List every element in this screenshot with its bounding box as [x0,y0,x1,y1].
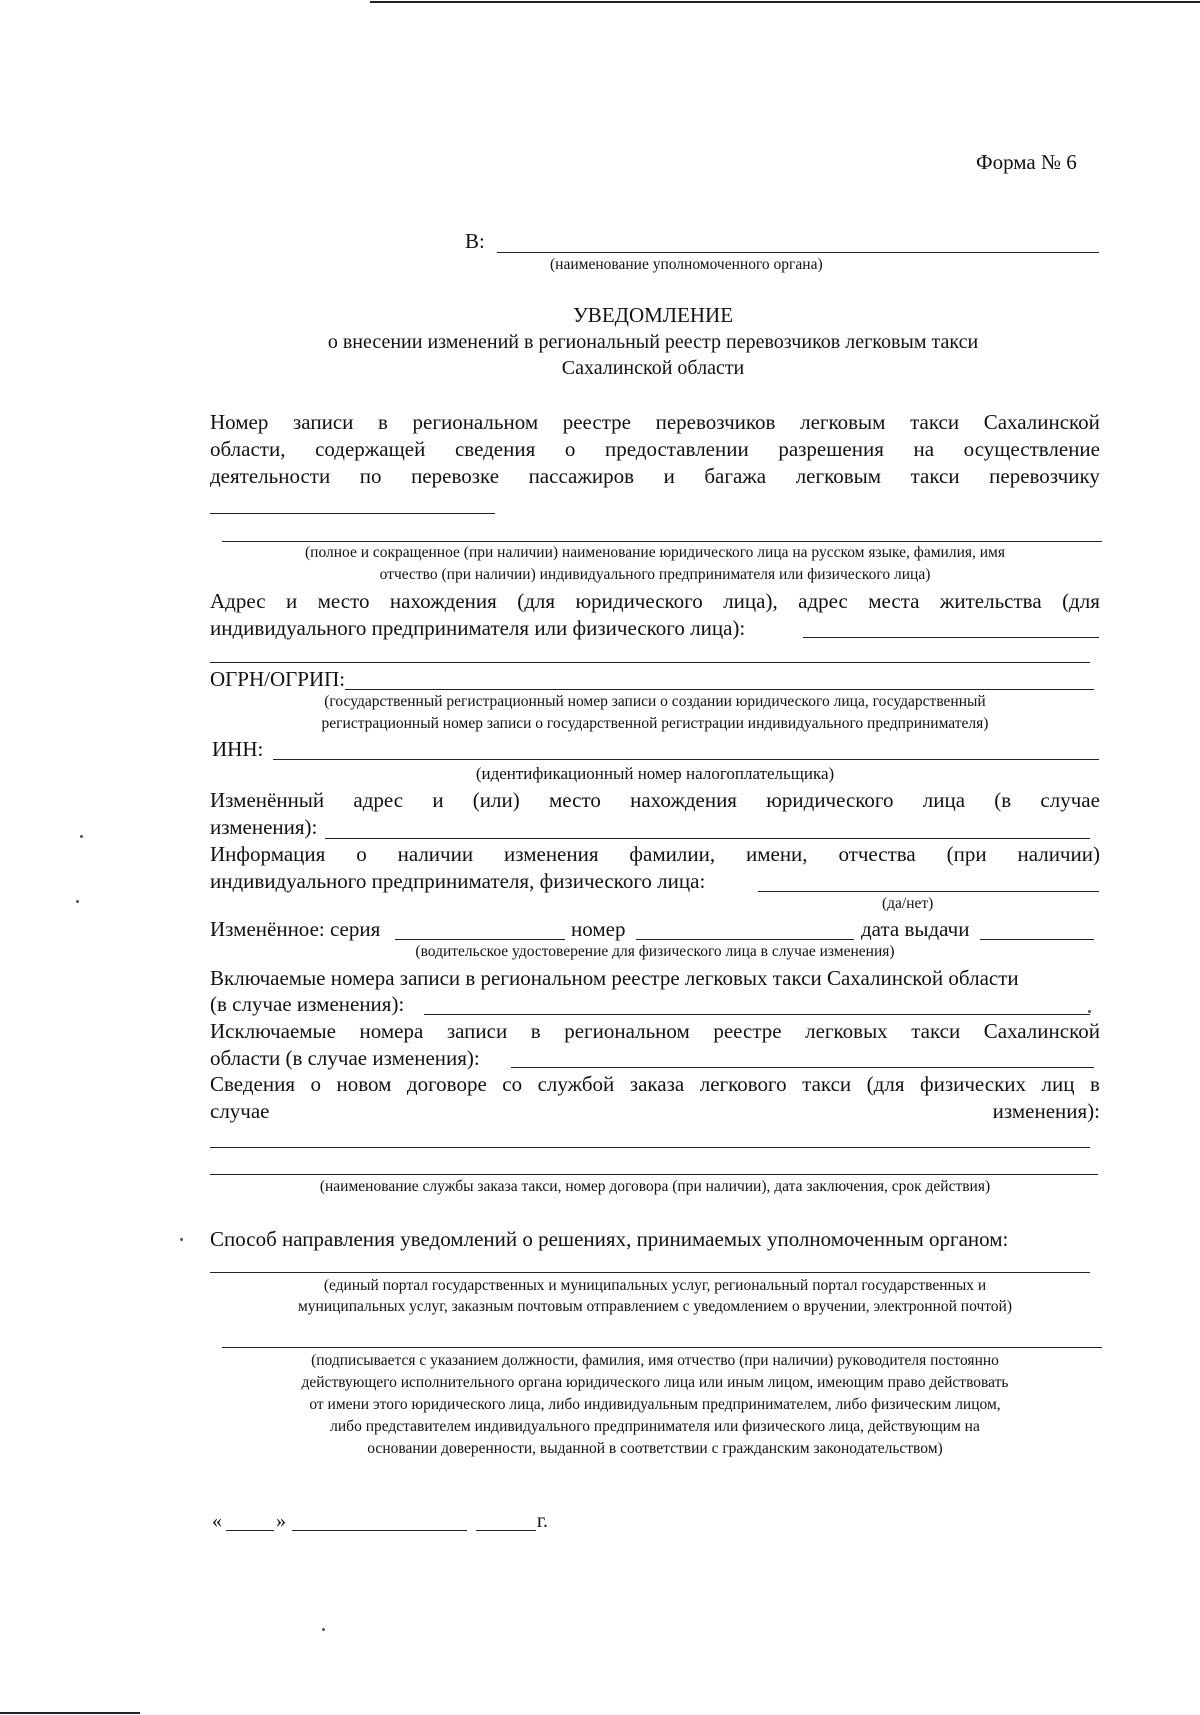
word: юридического [575,589,703,613]
included-line-2: (в случае изменения): [210,992,405,1016]
word: о [564,437,576,461]
notification-method-field[interactable] [210,1272,1090,1273]
notification-caption-2: муниципальных услуг, заказным почтовым отправлением с уведомлением о вручении, электронной почтой) [297,1298,1013,1315]
word: Исключаемые [210,1019,336,1043]
word: Сахалинской [983,410,1100,434]
word: перевозке [411,464,500,488]
registry-line-1 [210,410,1100,435]
word: Сведения [210,1072,295,1096]
date-open-quote: « [212,1510,222,1532]
registry-line-3 [210,464,1100,489]
word: содержащей [315,437,426,461]
word: Изменённый [210,788,325,812]
word: в [377,410,388,434]
word: фамилии, [629,842,716,866]
word: пассажиров [528,464,635,488]
word: адрес [798,589,848,613]
scan-speck [80,835,83,838]
word: (для [866,1072,905,1096]
word: и [663,464,675,488]
signature-caption-2: действующего исполнительного органа юридического лица или иным лицом, имеющим право действовать [301,1374,1009,1391]
contract-line-2 [210,1099,1100,1124]
license-number-field[interactable] [636,939,854,940]
word: разрешения [778,437,884,461]
carrier-name-field[interactable] [222,541,1102,542]
ogrn-caption-2: регистрационный номер записи о государственной регистрации индивидуального предпринимателя) [321,715,989,732]
word: наличии [397,842,474,866]
carrier-name-caption-1: (полное и сокращенное (при наличии) наименование юридического лица на русском языке, фамилия, имя [305,544,1005,561]
changed-address-field[interactable] [325,838,1090,839]
word: о [310,1072,321,1096]
date-year-suffix: г. [537,1510,548,1532]
word: деятельности [210,464,331,488]
contract-line-1 [210,1072,1100,1097]
word: легковым [800,410,886,434]
changed-address-line-2: изменения): [210,815,318,839]
registry-line-2 [210,437,1100,462]
date-year-field[interactable] [476,1530,536,1531]
word: легкового [699,1072,787,1096]
excluded-line-2: области (в случае изменения): [210,1046,480,1070]
ogrn-field[interactable] [345,689,1094,690]
signature-caption-4: либо представителем индивидуального предпринимателя или физического лица, действующим на [330,1418,980,1435]
word: договоре [406,1072,487,1096]
excluded-line-1 [210,1019,1100,1044]
word: отчества [838,842,916,866]
included-field[interactable] [424,1014,1090,1015]
word: легковым [795,464,882,488]
word: и [285,589,298,613]
word: наличии) [1017,842,1100,866]
address-line-2: индивидуального предпринимателя или физического лица): [210,616,746,640]
word: на [913,437,935,461]
notification-caption-1: (единый портал государственных и муниципальных услуг, региональный портал государственных и [323,1277,987,1294]
scan-speck [322,1628,325,1631]
word: адрес [353,788,404,812]
word: службой [537,1072,615,1096]
recipient-caption: (наименование уполномоченного органа) [550,256,823,273]
title-subline-1: о внесении изменений в региональный реестр перевозчиков легковым такси [327,331,979,353]
word: (или) [472,788,520,812]
changed-address-line-1 [210,788,1100,813]
word: номера [359,1019,424,1043]
document-title: УВЕДОМЛЕНИЕ [572,303,734,327]
ogrn-caption-1: (государственный регистрационный номер записи о создании юридического лица, государственный [324,693,986,710]
address-field[interactable] [803,637,1099,638]
word: Сахалинской [983,1019,1100,1043]
word: изменения [503,842,599,866]
word: Информация [210,842,326,866]
address-field-continued[interactable] [210,662,1090,663]
word: Адрес [210,589,266,613]
notification-method-label: Способ направления уведомлений о решениях, принимаемых уполномоченным органом: [210,1227,1009,1251]
license-series-field[interactable] [395,939,565,940]
license-caption: (водительское удостоверение для физического лица в случае изменения) [415,943,895,960]
word: лица), [723,589,778,613]
word: жительства [939,589,1042,613]
name-change-line-2: индивидуального предпринимателя, физического лица: [210,869,706,893]
word: записи [446,1019,508,1043]
scan-speck [76,900,79,903]
word: о [356,842,367,866]
word: региональном [412,410,539,434]
word: такси [910,464,960,488]
word: Номер [210,410,269,434]
word: лиц [1041,1072,1075,1096]
signature-caption-5: основании доверенности, выданной в соответствии с гражданским законодательством) [367,1440,943,1457]
recipient-field[interactable] [497,252,1099,253]
name-change-line-1 [210,842,1100,867]
word: место [548,788,601,812]
word: предоставлении [604,437,749,461]
word: такси [911,1019,961,1043]
word: (для [1062,589,1100,613]
word: записи [293,410,354,434]
date-close-quote: » [276,1510,286,1532]
word: реестре [562,410,631,434]
word: перевозчиков [655,410,776,434]
word: в [1090,1072,1100,1096]
word: со [502,1072,523,1096]
license-date-field[interactable] [980,939,1094,940]
form-number: Форма № 6 [976,150,1077,174]
word: имени, [745,842,808,866]
word: области, [210,437,286,461]
word: (при [946,842,987,866]
included-line-1: Включаемые номера записи в региональном реестре легковых такси Сахалинской области [210,966,1019,990]
word: багажа [704,464,767,488]
date-month-field[interactable] [292,1530,467,1531]
word: нахождения [630,788,737,812]
ogrn-label: ОГРН/ОГРИП: [210,667,346,691]
inn-field[interactable] [273,759,1099,760]
date-day-field[interactable] [226,1530,274,1531]
carrier-name-caption-2: отчество (при наличии) индивидуального предпринимателя или физического лица) [379,566,931,583]
signature-field[interactable] [222,1347,1102,1348]
word: физических [919,1072,1027,1096]
inn-caption: (идентификационный номер налогоплательщика) [475,764,835,783]
scan-speck [180,1238,183,1241]
word: сведения [454,437,536,461]
word: по [359,464,382,488]
scan-speck [1088,1010,1091,1013]
signature-caption-3: от имени этого юридического лица, либо индивидуальным предпринимателем, либо физическим лицом, [309,1396,1001,1413]
word: место [317,589,370,613]
excluded-field[interactable] [511,1067,1094,1068]
contract-caption: (наименование службы заказа такси, номер договора (при наличии), дата заключения, срок действия) [319,1178,991,1195]
word: случае [210,1099,270,1123]
word: заказа [629,1072,685,1096]
signature-caption-1: (подписывается с указанием должности, фамилия, имя отчество (при наличии) руководителя постоянно [311,1352,999,1369]
word: в [530,1019,541,1043]
word: изменения): [992,1099,1100,1123]
top-edge-line [370,1,1200,3]
word: такси [910,410,960,434]
recipient-prefix: В: [465,229,485,253]
word: (для [517,589,556,613]
word: перевозчику [989,464,1100,488]
word: нахождения [389,589,497,613]
word: региональном [564,1019,690,1043]
word: реестре [713,1019,782,1043]
license-number-label: номер [571,917,626,941]
contract-field-1[interactable] [210,1147,1090,1148]
word: (в [994,788,1012,812]
name-change-caption: (да/нет) [882,895,934,912]
word: новом [336,1072,392,1096]
license-series-label: Изменённое: серия [210,917,381,941]
name-change-field[interactable] [758,891,1099,892]
inn-label: ИНН: [212,737,264,761]
word: осуществление [963,437,1100,461]
registry-number-field[interactable] [210,513,495,514]
license-date-label: дата выдачи [861,917,970,941]
contract-field-2[interactable] [210,1174,1098,1175]
word: места [868,589,920,613]
word: и [432,788,444,812]
title-subline-2: Сахалинской области [561,357,745,379]
address-line-1 [210,589,1100,614]
word: случае [1040,788,1100,812]
word: такси [802,1072,852,1096]
word: легковых [805,1019,888,1043]
bottom-edge-line [0,1712,140,1714]
word: юридического [766,788,894,812]
word: лица [922,788,966,812]
